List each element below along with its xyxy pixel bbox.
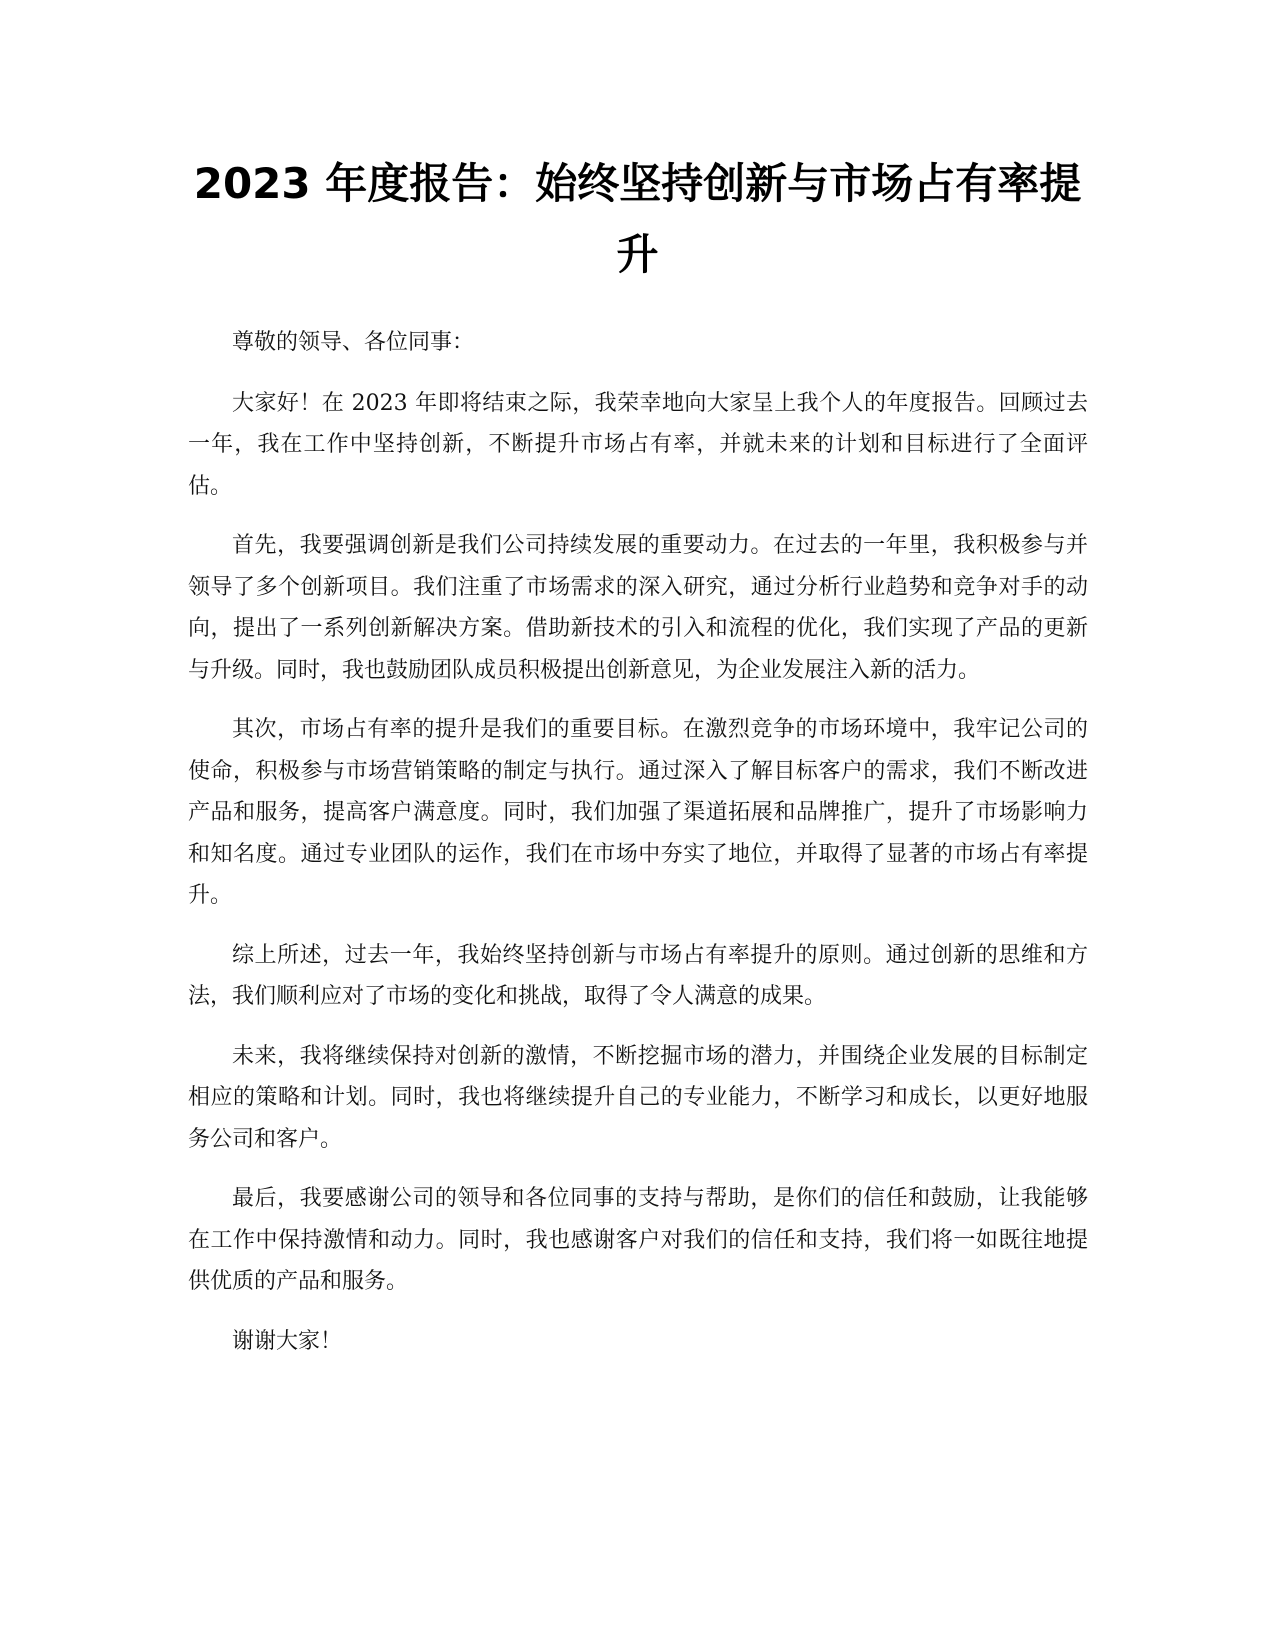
salutation: 尊敬的领导、各位同事： [232, 330, 475, 355]
closing-line: 谢谢大家！ [232, 1328, 343, 1354]
paragraph-market-share: 其次，市场占有率的提升是我们的重要目标。在激烈竞争的市场环境中，我牢记公司的使命，积极参与市场营销策略的制定与执行。通过深入了解目标客户的需求，我们不断改进产品和服务，提高客户满意度。同时，我们加强了渠道拓展和品牌推广，提升了市场影响力和知名度。通过专业团队的运作，我们在市场中夯实了地位，并取得了显著的市场占有率提升。 [188, 717, 1088, 908]
paragraph-thanks: 最后，我要感谢公司的领导和各位同事的支持与帮助，是你们的信任和鼓励，让我能够在工作中保持激情和动力。同时，我也感谢客户对我们的信任和支持，我们将一如既往地提供优质的产品和服务。 [188, 1186, 1088, 1294]
paragraph-innovation: 首先，我要强调创新是我们公司持续发展的重要动力。在过去的一年里，我积极参与并领导了多个创新项目。我们注重了市场需求的深入研究，通过分析行业趋势和竞争对手的动向，提出了一系列创新解决方案。借助新技术的引入和流程的优化，我们实现了产品的更新与升级。同时，我也鼓励团队成员积极提出创新意见，为企业发展注入新的活力。 [188, 533, 1088, 683]
paragraph-greeting: 大家好！在 2023 年即将结束之际，我荣幸地向大家呈上我个人的年度报告。回顾过去一年，我在工作中坚持创新，不断提升市场占有率，并就未来的计划和目标进行了全面评估。 [188, 390, 1088, 499]
paragraph-summary: 综上所述，过去一年，我始终坚持创新与市场占有率提升的原则。通过创新的思维和方法，我们顺利应对了市场的变化和挑战，取得了令人满意的成果。 [188, 942, 1088, 1009]
document-body [188, 322, 1088, 1380]
document-title: 2023 年度报告：始终坚持创新与市场占有率提升 [193, 159, 1082, 279]
paragraph-future: 未来，我将继续保持对创新的激情，不断挖掘市场的潜力，并围绕企业发展的目标制定相应的策略和计划。同时，我也将继续提升自己的专业能力，不断学习和成长，以更好地服务公司和客户。 [188, 1043, 1088, 1152]
